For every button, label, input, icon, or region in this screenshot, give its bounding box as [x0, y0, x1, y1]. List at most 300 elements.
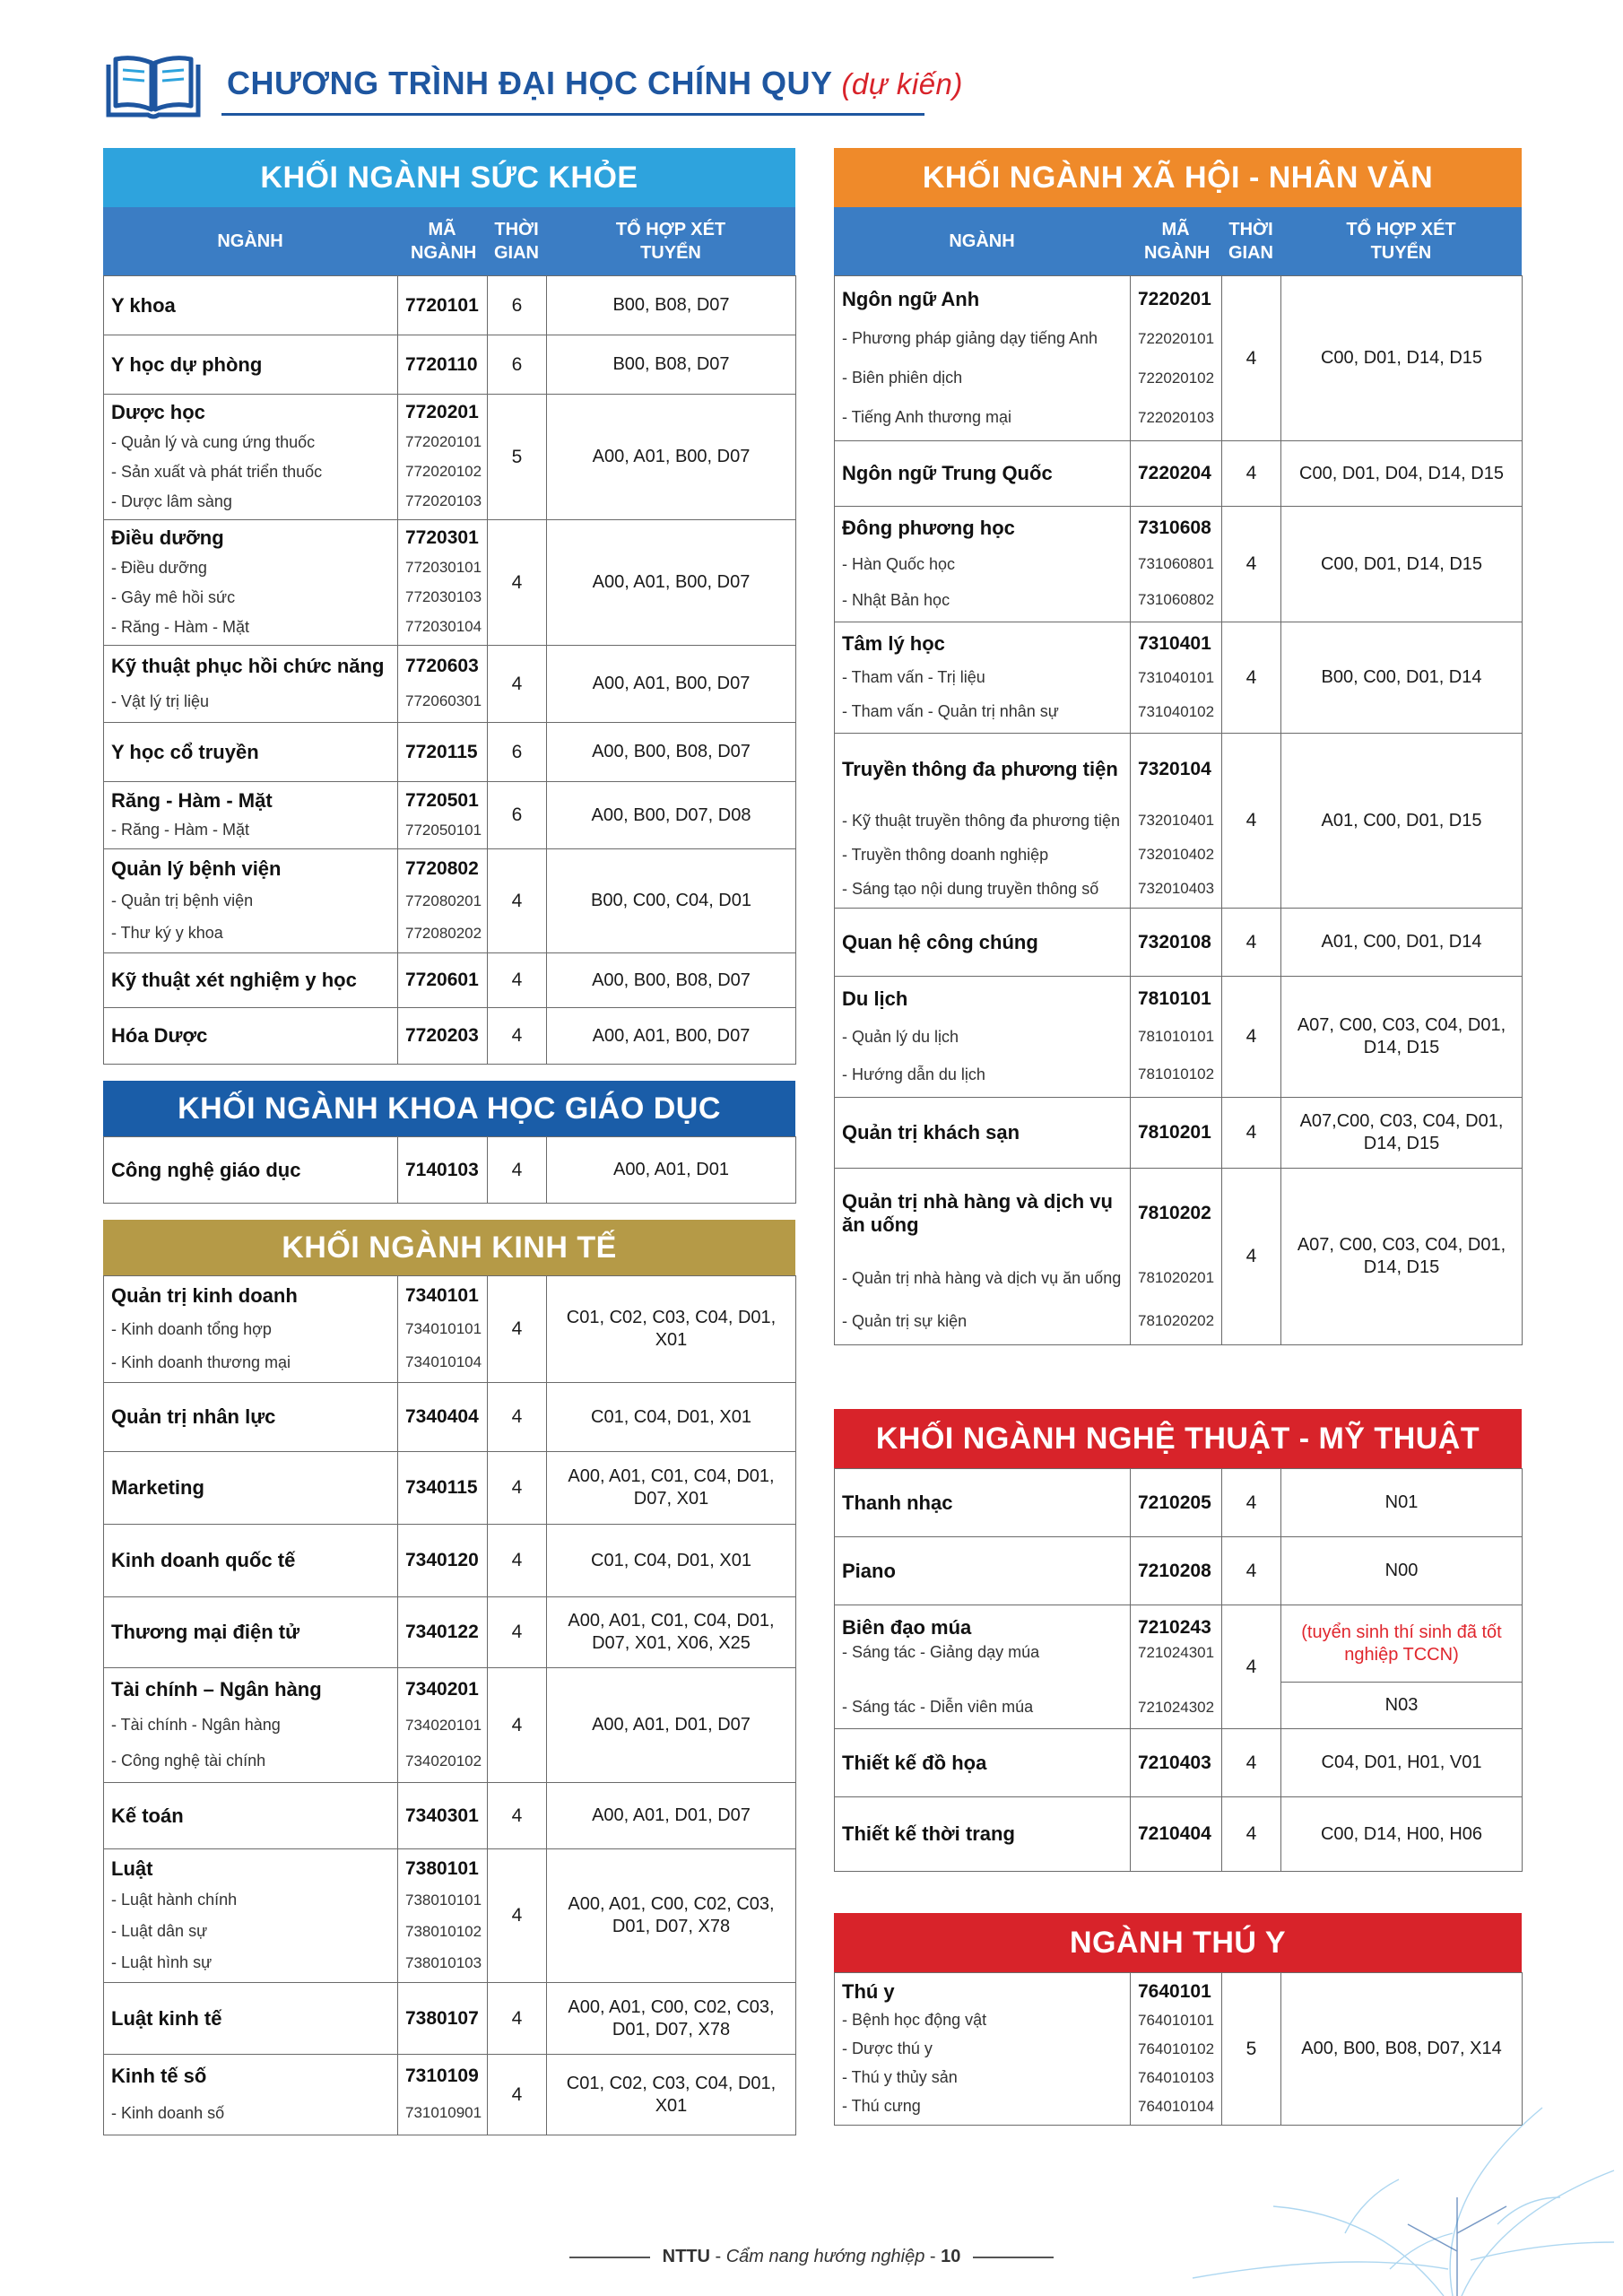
table-row: [835, 1797, 1523, 1872]
combination-cell: A00, A01, D01, D07: [547, 1668, 796, 1783]
combination-cell: A00, B00, B08, D07, X14: [1281, 1973, 1523, 2126]
program-name-cell: [835, 1797, 1131, 1872]
program-name-cell: [104, 849, 398, 953]
specialization-code: 772020102: [405, 463, 482, 480]
program-code: 7320108: [1138, 931, 1211, 952]
column-header-to-hop: [1280, 207, 1522, 275]
specialization-code: 722020101: [1138, 329, 1215, 347]
program-code: 7720301: [405, 527, 479, 548]
specialization-code: 764010104: [1138, 2097, 1215, 2115]
combination-cell: C01, C04, D01, X01: [547, 1383, 796, 1452]
program-code-cell: [398, 1008, 488, 1065]
combination-cell: A07,C00, C03, C04, D01, D14, D15: [1281, 1098, 1523, 1169]
column-header-label: MÃ NGÀNH: [411, 220, 477, 263]
program-table: [103, 275, 796, 1065]
combination-cell: C04, D01, H01, V01: [1281, 1729, 1523, 1797]
column-header-ma-nganh: [1130, 207, 1221, 275]
table-row: [835, 1098, 1523, 1169]
program-name: Quản trị nhân lực: [111, 1405, 276, 1428]
specialization-code: 781020202: [1138, 1312, 1215, 1329]
page-number: 10: [941, 2247, 961, 2266]
program-name-cell: [835, 1469, 1131, 1537]
program-name-cell: [835, 507, 1131, 622]
program-code: 7340101: [405, 1285, 479, 1306]
table-row: [104, 953, 796, 1008]
program-name: Kỹ thuật xét nghiệm y học: [111, 969, 357, 991]
program-code: 7340301: [405, 1805, 479, 1826]
program-code-cell: [398, 1276, 488, 1383]
specialization-name: - Truyền thông doanh nghiệp: [842, 845, 1049, 864]
program-name: Luật: [111, 1857, 153, 1880]
duration-cell: 4: [488, 1276, 547, 1383]
column-header-label: TỔ HỢP XÉT TUYỂN: [615, 220, 726, 263]
program-name-cell: [104, 1849, 398, 1983]
program-code: 7340404: [405, 1406, 479, 1427]
specialization-name: - Quản trị bệnh viện: [111, 891, 254, 909]
program-code-cell: [1131, 1098, 1222, 1169]
combination-cell: B00, C00, D01, D14: [1281, 622, 1523, 734]
specialization-code: 721024301: [1138, 1643, 1215, 1661]
program-name-cell: [835, 734, 1131, 909]
program-code-cell: [398, 1983, 488, 2055]
column-header-label: TỔ HỢP XÉT TUYỂN: [1346, 220, 1456, 263]
program-name: Công nghệ giáo dục: [111, 1158, 301, 1181]
specialization-name: - Tham vấn - Quản trị nhân sự: [842, 702, 1059, 720]
program-name-cell: [104, 1597, 398, 1668]
program-name-cell: [104, 1383, 398, 1452]
program-name: Thương mại điện tử: [111, 1621, 300, 1643]
column-header-label: NGÀNH: [949, 231, 1015, 251]
program-name-cell: [835, 1537, 1131, 1605]
combination-cell: A00, A01, B00, D07: [547, 395, 796, 520]
program-code-cell: [398, 1525, 488, 1597]
program-code-cell: [398, 1783, 488, 1849]
table-row: [835, 1537, 1523, 1605]
duration-cell: 4: [488, 1383, 547, 1452]
table-row: [835, 1469, 1523, 1537]
specialization-code: 772030101: [405, 559, 482, 576]
table-row: [104, 1276, 796, 1383]
specialization-code: 734010104: [405, 1353, 482, 1370]
specialization-code: 734020101: [405, 1716, 482, 1734]
page-header: [103, 54, 963, 126]
program-code-cell: [398, 1137, 488, 1204]
combination-cell: A01, C00, D01, D14: [1281, 909, 1523, 977]
program-name: Ngôn ngữ Trung Quốc: [842, 462, 1053, 484]
program-code-cell: [1131, 1169, 1222, 1345]
program-name: Kinh doanh quốc tế: [111, 1549, 296, 1571]
specialization-code: 734010101: [405, 1320, 482, 1337]
column-header-label: THỜI GIAN: [1228, 220, 1273, 263]
table-row: [104, 335, 796, 395]
program-code-cell: [398, 395, 488, 520]
duration-cell: 4: [488, 2055, 547, 2135]
program-name: Kế toán: [111, 1804, 184, 1827]
combination-cell: A00, A01, B00, D07: [547, 1008, 796, 1065]
program-name: Biên đạo múa: [842, 1615, 972, 1639]
program-code: 7720203: [405, 1025, 479, 1046]
left-column: [103, 148, 795, 2135]
combination-cell: N00: [1281, 1537, 1523, 1605]
program-name-cell: [104, 2055, 398, 2135]
specialization-name: - Sáng tác - Diễn viên múa: [842, 1698, 1034, 1716]
combination-cell: A00, A01, D01: [547, 1137, 796, 1204]
specialization-name: - Hàn Quốc học: [842, 554, 956, 573]
duration-cell: 4: [1222, 622, 1281, 734]
table-row: [835, 441, 1523, 507]
table-row: [104, 1008, 796, 1065]
program-code: 7810202: [1138, 1203, 1211, 1223]
program-code: 7720201: [405, 402, 479, 422]
program-name: Quản trị khách sạn: [842, 1121, 1020, 1144]
program-name-cell: [104, 276, 398, 335]
program-name: Quản trị nhà hàng và dịch vụ ăn uống: [842, 1190, 1113, 1236]
program-name: Y học dự phòng: [111, 352, 263, 376]
table-row: [835, 276, 1523, 441]
specialization-name: - Kinh doanh số: [111, 2103, 225, 2122]
program-name-cell: [835, 441, 1131, 507]
specialization-name: - Tài chính - Ngân hàng: [111, 1716, 281, 1734]
duration-cell: 4: [1222, 507, 1281, 622]
page-subtitle: (dự kiến): [841, 67, 963, 100]
program-code-cell: [1131, 1605, 1222, 1729]
duration-cell: 4: [488, 849, 547, 953]
program-table: [834, 1468, 1523, 1872]
program-code: 7320104: [1138, 759, 1211, 779]
table-row: [835, 507, 1523, 622]
column-header-label: MÃ NGÀNH: [1144, 220, 1211, 263]
column-header-thoi-gian: [1221, 207, 1280, 275]
specialization-code: 781010102: [1138, 1065, 1215, 1083]
duration-cell: 4: [1222, 1098, 1281, 1169]
program-name-cell: [835, 1098, 1131, 1169]
specialization-code: 731010901: [405, 2104, 482, 2121]
table-header-row: [103, 207, 795, 275]
combination-cell: C00, D01, D14, D15: [1281, 276, 1523, 441]
specialization-code: 772050101: [405, 821, 482, 839]
table-row: [104, 1597, 796, 1668]
table-row: [104, 1849, 796, 1983]
program-code-cell: [1131, 441, 1222, 507]
program-table: [834, 275, 1523, 1345]
specialization-code: 772020101: [405, 433, 482, 450]
combination-cell: A01, C00, D01, D15: [1281, 734, 1523, 909]
specialization-name: - Kỹ thuật truyền thông đa phương tiện: [842, 811, 1121, 830]
footer-brand: NTTU: [662, 2247, 710, 2266]
duration-cell: 4: [488, 1849, 547, 1983]
footer-rule-right: [973, 2257, 1054, 2258]
page-footer: NTTU - Cẩm nang hướng nghiệp - 10: [0, 2247, 1623, 2267]
combination-cell: A00, A01, D01, D07: [547, 1783, 796, 1849]
duration-cell: 4: [1222, 977, 1281, 1098]
program-code-cell: [398, 723, 488, 782]
program-name: Tâm lý học: [842, 631, 945, 655]
specialization-code: 772030103: [405, 588, 482, 605]
program-code-cell: [398, 1383, 488, 1452]
program-name: Dược học: [111, 401, 205, 423]
table-row: [104, 395, 796, 520]
program-name-cell: [835, 622, 1131, 734]
program-code: 7210243: [1138, 1616, 1211, 1638]
table-row: [835, 977, 1523, 1098]
specialization-code: 721024302: [1138, 1698, 1215, 1716]
table-header-row: [834, 207, 1522, 275]
table-row: [104, 1668, 796, 1783]
specialization-code: 731040102: [1138, 702, 1215, 720]
specialization-name: - Sáng tác - Giảng dạy múa: [842, 1643, 1040, 1661]
program-code: 7720603: [405, 656, 479, 676]
section-banner: KHỐI NGÀNH XÃ HỘI - NHÂN VĂN: [834, 148, 1522, 207]
section-banner: KHỐI NGÀNH NGHỆ THUẬT - MỸ THUẬT: [834, 1409, 1522, 1468]
table-row: [104, 723, 796, 782]
specialization-code: 731060801: [1138, 555, 1215, 572]
combination-cell: A00, A01, C01, C04, D01, D07, X01, X06, X25: [547, 1597, 796, 1668]
program-name: Hóa Dược: [111, 1024, 208, 1047]
duration-cell: 6: [488, 276, 547, 335]
section-banner: KHỐI NGÀNH KHOA HỌC GIÁO DỤC: [103, 1081, 795, 1136]
specialization-code: 734020102: [405, 1752, 482, 1770]
column-header-to-hop: [546, 207, 795, 275]
duration-cell: 4: [488, 953, 547, 1008]
program-code: 7380107: [405, 2007, 479, 2029]
specialization-name: - Tiếng Anh thương mại: [842, 408, 1011, 426]
program-name-cell: [104, 335, 398, 395]
duration-cell: 4: [488, 520, 547, 646]
combination-cell: C00, D01, D04, D14, D15: [1281, 441, 1523, 507]
program-name-cell: [835, 1729, 1131, 1797]
program-name: Ngôn ngữ Anh: [842, 287, 980, 310]
program-name-cell: [104, 1525, 398, 1597]
table-row: [104, 849, 796, 953]
duration-cell: 4: [488, 1008, 547, 1065]
specialization-code: 732010402: [1138, 846, 1215, 863]
specialization-code: 781020201: [1138, 1269, 1215, 1286]
table-row: [104, 276, 796, 335]
program-code-cell: [1131, 1797, 1222, 1872]
specialization-name: - Vật lý trị liệu: [111, 691, 210, 710]
specialization-name: - Tham vấn - Trị liệu: [842, 668, 985, 686]
table-row: [104, 520, 796, 646]
duration-cell: 6: [488, 335, 547, 395]
table-row: [835, 734, 1523, 909]
duration-cell: 4: [1222, 1797, 1281, 1872]
table-row: [835, 1605, 1523, 1683]
program-code: 7810101: [1138, 988, 1211, 1009]
program-name-cell: [104, 1137, 398, 1204]
specialization-code: 738010102: [405, 1922, 482, 1940]
specialization-name: - Nhật Bản học: [842, 590, 950, 609]
program-name: Kinh tế số: [111, 2065, 207, 2087]
page-title: CHƯƠNG TRÌNH ĐẠI HỌC CHÍNH QUY (dự kiến): [227, 65, 963, 101]
duration-cell: 4: [1222, 1469, 1281, 1537]
column-header-label: NGÀNH: [217, 231, 283, 251]
program-name-cell: [104, 782, 398, 849]
combination-cell: A00, B00, D07, D08: [547, 782, 796, 849]
specialization-name: - Quản lý du lịch: [842, 1027, 959, 1046]
program-name-cell: [104, 520, 398, 646]
specialization-name: - Luật hành chính: [111, 1891, 238, 1909]
duration-cell: 4: [488, 1783, 547, 1849]
program-code-cell: [398, 335, 488, 395]
program-code: 7310109: [405, 2066, 479, 2086]
duration-cell: 6: [488, 723, 547, 782]
specialization-name: - Công nghệ tài chính: [111, 1752, 266, 1770]
specialization-code: 731040101: [1138, 668, 1215, 686]
duration-cell: 4: [488, 1983, 547, 2055]
duration-cell: 4: [488, 1597, 547, 1668]
program-code: 7720601: [405, 970, 479, 990]
duration-cell: 4: [1222, 1605, 1281, 1729]
program-name: Quan hệ công chúng: [842, 930, 1038, 953]
specialization-code: 764010102: [1138, 2039, 1215, 2057]
table-row: [835, 622, 1523, 734]
specialization-name: - Sáng tạo nội dung truyền thông số: [842, 879, 1099, 898]
program-code: 7220204: [1138, 463, 1211, 483]
program-code: 7640101: [1138, 1980, 1211, 2002]
specialization-name: - Răng - Hàm - Mặt: [111, 617, 250, 636]
program-table: [103, 1136, 796, 1204]
program-code-cell: [1131, 1729, 1222, 1797]
program-name: Truyền thông đa phương tiện: [842, 758, 1118, 780]
section-left-2: [103, 1220, 795, 2135]
combination-cell: A00, A01, B00, D07: [547, 520, 796, 646]
program-code-cell: [398, 1597, 488, 1668]
program-name-cell: [104, 1452, 398, 1525]
program-table: [103, 1275, 796, 2135]
table-row: [104, 1783, 796, 1849]
program-code: 7340120: [405, 1550, 479, 1570]
specialization-code: 772060301: [405, 692, 482, 709]
program-name-cell: [104, 1783, 398, 1849]
specialization-name: - Gây mê hồi sức: [111, 587, 236, 606]
program-name: Y khoa: [111, 293, 176, 317]
section-left-1: [103, 1081, 795, 1204]
column-header-label: THỜI GIAN: [494, 220, 539, 263]
specialization-name: - Phương pháp giảng dạy tiếng Anh: [842, 329, 1098, 347]
combination-cell: A00, A01, C00, C02, C03, D01, D07, X78: [547, 1983, 796, 2055]
duration-cell: 4: [1222, 909, 1281, 977]
program-name: Du lịch: [842, 987, 908, 1010]
combination-cell: C01, C04, D01, X01: [547, 1525, 796, 1597]
program-name-cell: [104, 723, 398, 782]
program-code: 7720802: [405, 857, 479, 879]
program-code-cell: [1131, 734, 1222, 909]
program-code: 7310401: [1138, 632, 1211, 654]
table-row: [835, 909, 1523, 977]
specialization-code: 764010101: [1138, 2011, 1215, 2029]
duration-cell: 5: [488, 395, 547, 520]
program-name: Thú y: [842, 1979, 895, 2003]
program-code-cell: [1131, 977, 1222, 1098]
specialization-code: 731060802: [1138, 591, 1215, 608]
table-row: [104, 2055, 796, 2135]
specialization-name: - Luật dân sự: [111, 1922, 208, 1940]
program-name-cell: [104, 953, 398, 1008]
program-code-cell: [398, 953, 488, 1008]
column-header-ma-nganh: [397, 207, 487, 275]
program-code: 7210205: [1138, 1492, 1211, 1513]
column-header-nganh: [834, 207, 1130, 275]
table-row: [835, 1729, 1523, 1797]
open-book-icon: [103, 54, 204, 126]
program-name: Quản lý bệnh viện: [111, 857, 282, 880]
duration-cell: 4: [1222, 1169, 1281, 1345]
program-code-cell: [398, 646, 488, 723]
combination-cell: A07, C00, C03, C04, D01, D14, D15: [1281, 1169, 1523, 1345]
combination-cell: A00, A01, C01, C04, D01, D07, X01: [547, 1452, 796, 1525]
program-name: Thiết kế đồ họa: [842, 1751, 987, 1774]
specialization-name: - Luật hình sự: [111, 1953, 213, 1971]
table-row: [104, 782, 796, 849]
footer-rule-left: [569, 2257, 650, 2258]
specialization-code: 772030104: [405, 618, 482, 635]
specialization-name: - Răng - Hàm - Mặt: [111, 821, 250, 839]
specialization-name: - Điều dưỡng: [111, 558, 207, 577]
program-name: Điều dưỡng: [111, 526, 224, 549]
specialization-name: - Biên phiên dịch: [842, 369, 963, 387]
program-code-cell: [1131, 1537, 1222, 1605]
program-name-cell: [104, 1008, 398, 1065]
specialization-code: 722020103: [1138, 408, 1215, 426]
program-name: Y học cổ truyền: [111, 740, 259, 763]
duration-cell: 4: [488, 646, 547, 723]
specialization-code: 732010403: [1138, 880, 1215, 897]
specialization-code: 772080201: [405, 891, 482, 909]
program-code-cell: [1131, 622, 1222, 734]
program-name-cell: [835, 909, 1131, 977]
program-code: 7720501: [405, 789, 479, 811]
program-name: Marketing: [111, 1476, 204, 1499]
program-code: 7340115: [405, 1477, 478, 1498]
program-code: 7340122: [405, 1622, 479, 1642]
table-row: [104, 1452, 796, 1525]
program-name-cell: [104, 1276, 398, 1383]
section-banner: KHỐI NGÀNH KINH TẾ: [103, 1220, 795, 1275]
program-name: Luật kinh tế: [111, 2006, 222, 2030]
program-code-cell: [398, 276, 488, 335]
section-banner: KHỐI NGÀNH SỨC KHỎE: [103, 148, 795, 207]
table-row: [104, 646, 796, 723]
program-code-cell: [1131, 276, 1222, 441]
specialization-code: 772020103: [405, 492, 482, 509]
table-row: [104, 1983, 796, 2055]
program-code-cell: [1131, 1469, 1222, 1537]
combination-cell: B00, C00, C04, D01: [547, 849, 796, 953]
duration-cell: 4: [488, 1525, 547, 1597]
program-code-cell: [398, 1849, 488, 1983]
specialization-code: 722020102: [1138, 369, 1215, 387]
program-code-cell: [398, 1668, 488, 1783]
combination-cell: N03: [1281, 1683, 1523, 1729]
program-name-cell: [104, 646, 398, 723]
combination-cell: A00, A01, B00, D07: [547, 646, 796, 723]
program-code: 7340201: [405, 1678, 479, 1700]
specialization-name: - Thú cưng: [842, 2097, 921, 2115]
combination-cell: A07, C00, C03, C04, D01, D14, D15: [1281, 977, 1523, 1098]
combination-cell: C00, D14, H00, H06: [1281, 1797, 1523, 1872]
column-header-nganh: [103, 207, 397, 275]
title-underline: [221, 113, 924, 116]
duration-cell: 5: [1222, 1973, 1281, 2126]
program-code-cell: [398, 1452, 488, 1525]
program-code-cell: [398, 520, 488, 646]
program-code: 7310608: [1138, 517, 1211, 538]
specialization-code: 764010103: [1138, 2068, 1215, 2086]
specialization-name: - Dược thú y: [842, 2039, 933, 2057]
combination-cell: A00, B00, B08, D07: [547, 953, 796, 1008]
program-code: 7210208: [1138, 1560, 1211, 1581]
specialization-code: 738010101: [405, 1891, 482, 1909]
